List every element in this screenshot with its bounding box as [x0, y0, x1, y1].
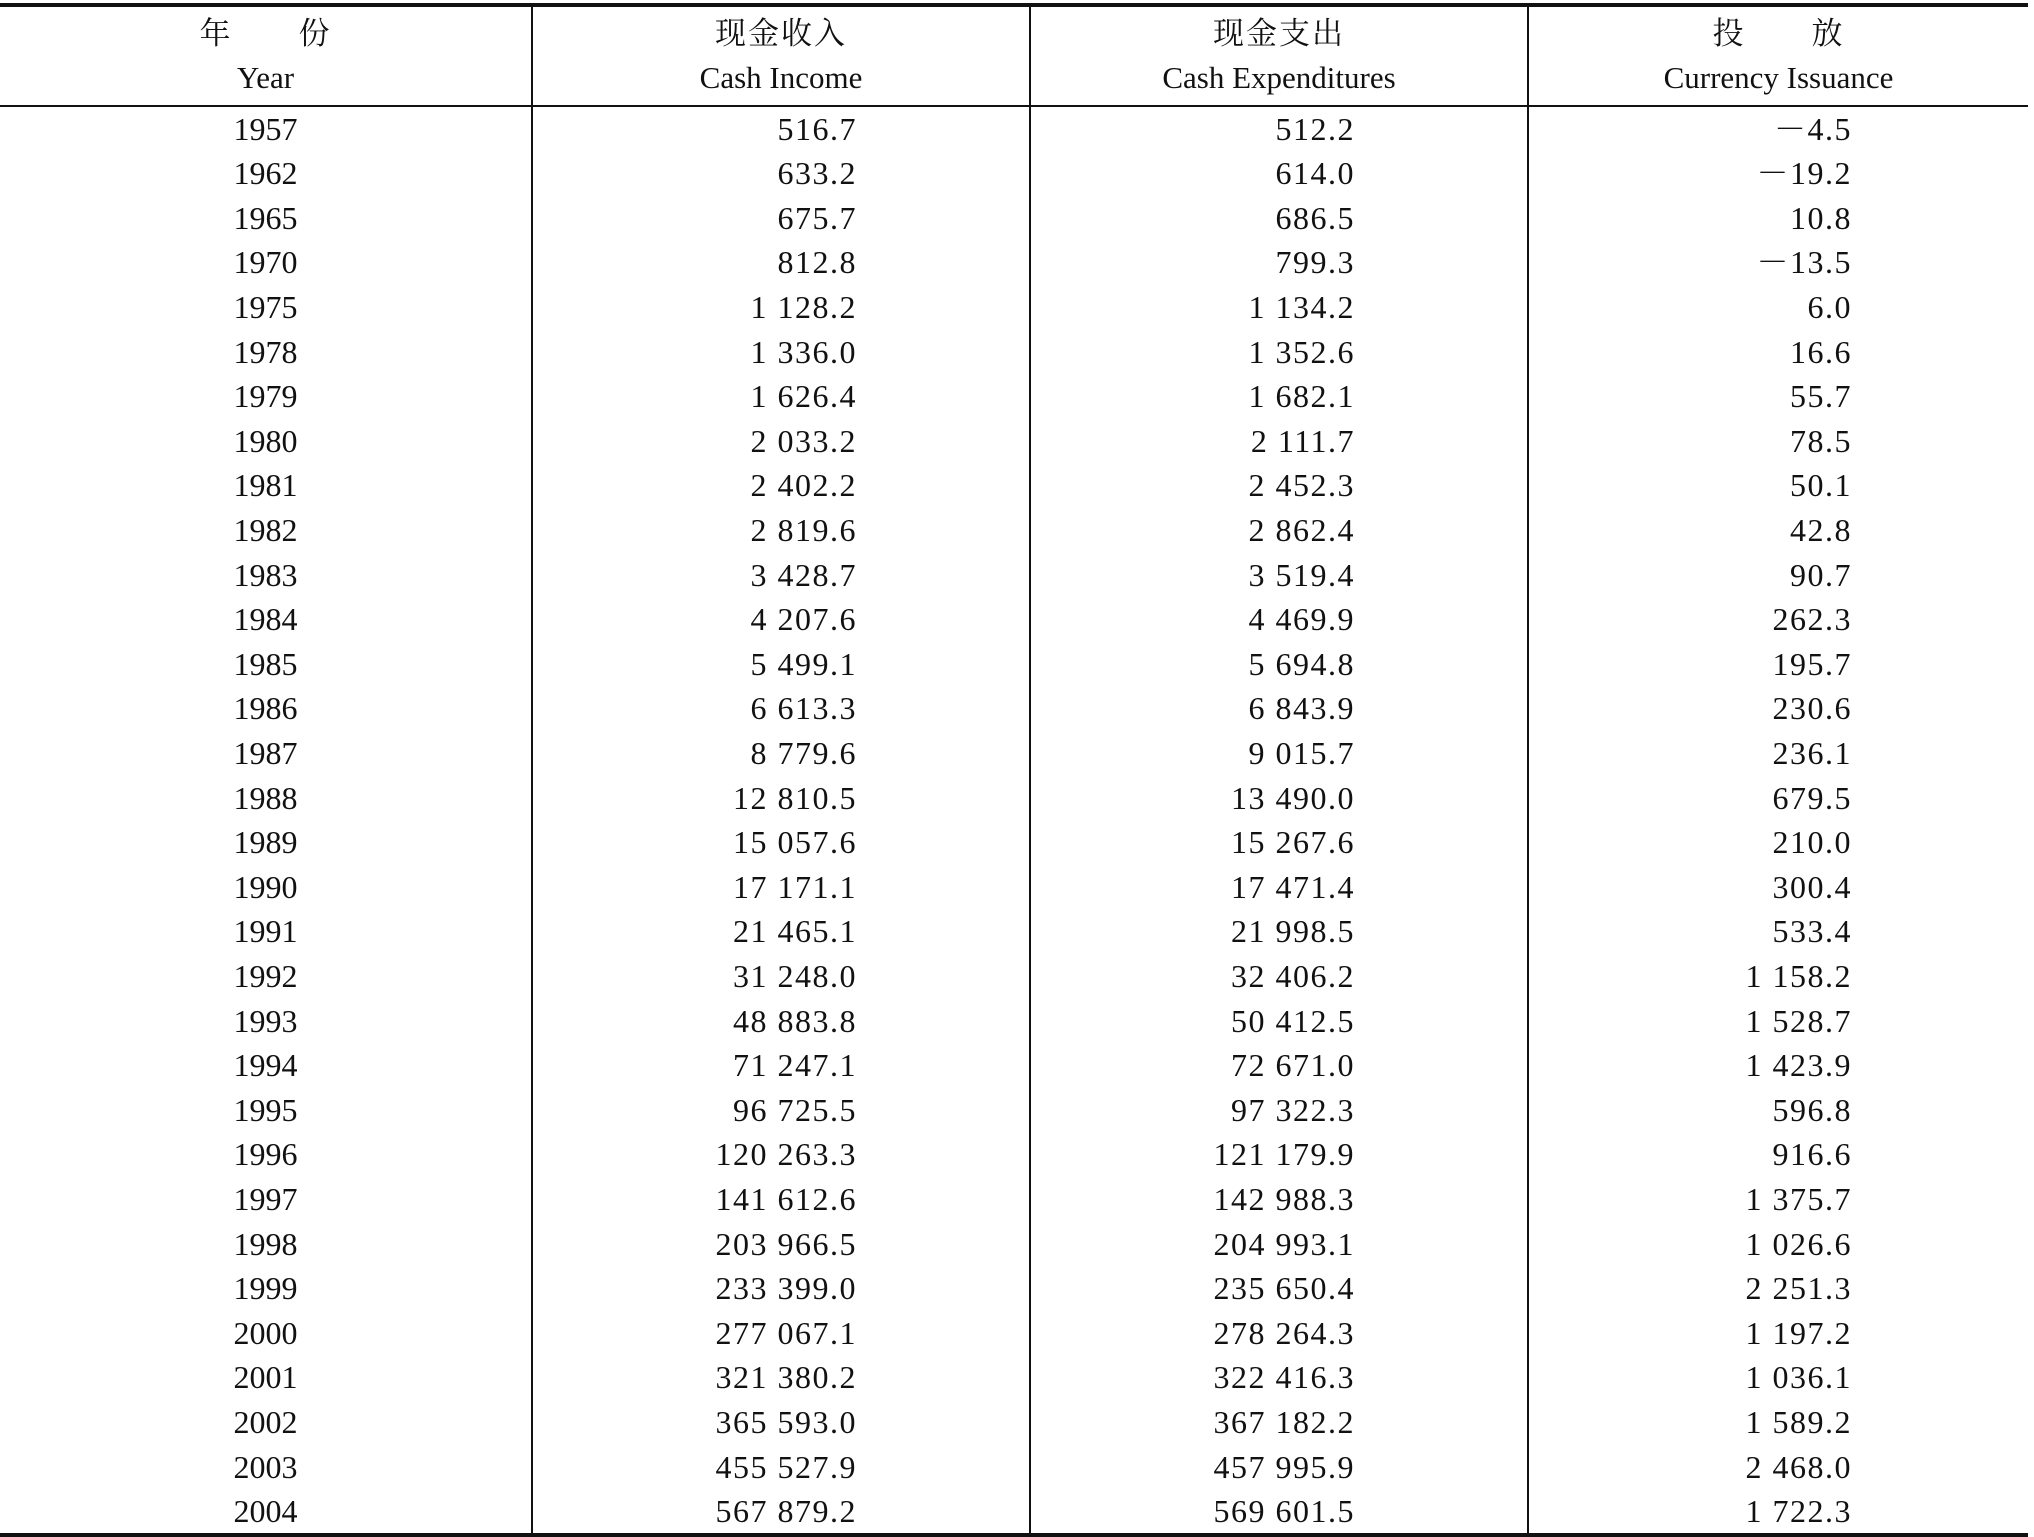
- year-cell: 2003: [233, 1448, 298, 1485]
- cash-income-cell: 141 612.6: [532, 1177, 1030, 1222]
- cash-expenditures-cell: 278 264.3: [1030, 1310, 1528, 1355]
- cash-expenditures-cell: 799.3: [1030, 240, 1528, 285]
- cash-expenditures-cell: 3 519.4: [1030, 552, 1528, 597]
- cash-expenditures-cell: 322 416.3: [1030, 1355, 1528, 1400]
- currency-issuance-cell: 1 158.2: [1528, 954, 2028, 999]
- cash-expenditures-cell: 1 682.1: [1030, 374, 1528, 419]
- currency-issuance-cell: 42.8: [1528, 508, 2028, 553]
- cash-income-cell: 233 399.0: [532, 1266, 1030, 1311]
- header-year-cn: 年 份: [199, 16, 332, 52]
- cash-expenditures-cell: 72 671.0: [1030, 1043, 1528, 1088]
- cash-expenditures-cell: 1 134.2: [1030, 285, 1528, 330]
- table-row: [0, 1266, 2028, 1311]
- cash-income-cell: 1 128.2: [532, 285, 1030, 330]
- currency-issuance-cell: 1 375.7: [1528, 1177, 2028, 1222]
- cash-income-cell: 2 402.2: [532, 463, 1030, 508]
- table-row: [0, 1221, 2028, 1266]
- table-row: [0, 552, 2028, 597]
- header-row: [0, 5, 2028, 106]
- cash-expenditures-cell: 235 650.4: [1030, 1266, 1528, 1311]
- cash-income-cell: 3 428.7: [532, 552, 1030, 597]
- currency-issuance-cell: －4.5: [1528, 106, 2028, 151]
- header-currency-issuance-cn: 投 放: [1712, 16, 1845, 52]
- table-row: [0, 1444, 2028, 1489]
- cash-expenditures-cell: 569 601.5: [1030, 1489, 1528, 1535]
- currency-issuance-cell: 1 722.3: [1528, 1489, 2028, 1535]
- cash-income-cell: 17 171.1: [532, 865, 1030, 910]
- year-cell: 1983: [233, 556, 298, 593]
- year-cell: 1998: [233, 1225, 298, 1262]
- header-cash-income: [532, 5, 1030, 106]
- cash-income-cell: 455 527.9: [532, 1444, 1030, 1489]
- header-cash-income-cn: 现金收入: [715, 16, 847, 52]
- table-row: [0, 106, 2028, 151]
- cash-expenditures-cell: 97 322.3: [1030, 1087, 1528, 1132]
- year-cell: 1984: [233, 601, 298, 638]
- currency-issuance-cell: 10.8: [1528, 196, 2028, 241]
- cash-income-cell: 365 593.0: [532, 1400, 1030, 1445]
- year-cell: 1989: [233, 824, 298, 861]
- cash-expenditures-cell: 6 843.9: [1030, 686, 1528, 731]
- table-row: [0, 954, 2028, 999]
- cash-income-cell: 4 207.6: [532, 597, 1030, 642]
- currency-issuance-cell: 916.6: [1528, 1132, 2028, 1177]
- table-row: [0, 998, 2028, 1043]
- table-row: [0, 463, 2028, 508]
- currency-issuance-cell: 679.5: [1528, 775, 2028, 820]
- table-body: [0, 106, 2028, 1535]
- year-cell: 1985: [233, 645, 298, 682]
- cash-expenditures-cell: 686.5: [1030, 196, 1528, 241]
- year-cell: 1999: [233, 1270, 298, 1307]
- table-row: [0, 508, 2028, 553]
- currency-issuance-cell: 1 423.9: [1528, 1043, 2028, 1088]
- table-row: [0, 1132, 2028, 1177]
- currency-issuance-cell: 16.6: [1528, 329, 2028, 374]
- year-cell: 1993: [233, 1002, 298, 1039]
- currency-issuance-cell: 90.7: [1528, 552, 2028, 597]
- cash-income-cell: 2 819.6: [532, 508, 1030, 553]
- cash-income-cell: 567 879.2: [532, 1489, 1030, 1535]
- cash-income-cell: 71 247.1: [532, 1043, 1030, 1088]
- currency-issuance-cell: 236.1: [1528, 731, 2028, 776]
- cash-expenditures-cell: 367 182.2: [1030, 1400, 1528, 1445]
- cash-income-cell: 5 499.1: [532, 642, 1030, 687]
- header-cash-expenditures-cn: 现金支出: [1213, 16, 1345, 52]
- table-row: [0, 1087, 2028, 1132]
- year-cell: 1990: [233, 868, 298, 905]
- year-cell: 1957: [233, 111, 298, 147]
- header-year: [0, 5, 532, 106]
- table-row: [0, 1489, 2028, 1535]
- cash-income-cell: 8 779.6: [532, 731, 1030, 776]
- currency-issuance-cell: 596.8: [1528, 1087, 2028, 1132]
- table-row: [0, 820, 2028, 865]
- year-cell: 2000: [233, 1314, 298, 1351]
- cash-expenditures-cell: 13 490.0: [1030, 775, 1528, 820]
- year-cell: 1996: [233, 1136, 298, 1173]
- cash-expenditures-cell: 9 015.7: [1030, 731, 1528, 776]
- currency-issuance-cell: 1 026.6: [1528, 1221, 2028, 1266]
- cash-income-cell: 12 810.5: [532, 775, 1030, 820]
- cash-expenditures-cell: 457 995.9: [1030, 1444, 1528, 1489]
- cash-income-cell: 15 057.6: [532, 820, 1030, 865]
- table-row: [0, 731, 2028, 776]
- year-cell: 1992: [233, 957, 298, 994]
- year-cell: 2004: [0, 1489, 532, 1535]
- cash-table-container: [0, 3, 2028, 1537]
- cash-income-cell: 6 613.3: [532, 686, 1030, 731]
- table-row: [0, 686, 2028, 731]
- cash-income-cell: 120 263.3: [532, 1132, 1030, 1177]
- cash-income-cell: 31 248.0: [532, 954, 1030, 999]
- cash-income-cell: 21 465.1: [532, 909, 1030, 954]
- year-cell: 1991: [233, 913, 298, 950]
- year-cell: 1962: [233, 155, 298, 192]
- year-cell: 2001: [233, 1359, 298, 1396]
- currency-issuance-cell: 1 528.7: [1528, 998, 2028, 1043]
- table-row: [0, 1310, 2028, 1355]
- table-row: [0, 285, 2028, 330]
- table-row: [0, 151, 2028, 196]
- year-cell: 1988: [233, 779, 298, 816]
- cash-income-cell: 633.2: [532, 151, 1030, 196]
- currency-issuance-cell: －13.5: [1528, 240, 2028, 285]
- currency-issuance-cell: 195.7: [1528, 642, 2028, 687]
- year-cell: 1987: [233, 735, 298, 772]
- table-row: [0, 1355, 2028, 1400]
- table-row: [0, 775, 2028, 820]
- cash-income-cell: 96 725.5: [532, 1087, 1030, 1132]
- table-row: [0, 374, 2028, 419]
- cash-income-expenditure-table: [0, 3, 2028, 1537]
- cash-expenditures-cell: 17 471.4: [1030, 865, 1528, 910]
- year-cell: 1965: [233, 199, 298, 236]
- cash-expenditures-cell: 1 352.6: [1030, 329, 1528, 374]
- cash-expenditures-cell: 50 412.5: [1030, 998, 1528, 1043]
- currency-issuance-cell: 2 251.3: [1528, 1266, 2028, 1311]
- currency-issuance-cell: 533.4: [1528, 909, 2028, 954]
- currency-issuance-cell: 1 589.2: [1528, 1400, 2028, 1445]
- currency-issuance-cell: 1 036.1: [1528, 1355, 2028, 1400]
- table-row: [0, 419, 2028, 464]
- year-cell: 1981: [233, 467, 298, 504]
- header-currency-issuance: [1528, 5, 2028, 106]
- cash-income-cell: 277 067.1: [532, 1310, 1030, 1355]
- header-cash-expenditures-en: Cash Expenditures: [1162, 60, 1396, 95]
- table-row: [0, 1177, 2028, 1222]
- cash-expenditures-cell: 5 694.8: [1030, 642, 1528, 687]
- year-cell: 1975: [233, 289, 298, 326]
- currency-issuance-cell: 50.1: [1528, 463, 2028, 508]
- currency-issuance-cell: 55.7: [1528, 374, 2028, 419]
- table-row: [0, 240, 2028, 285]
- cash-expenditures-cell: 4 469.9: [1030, 597, 1528, 642]
- year-cell: 2002: [233, 1403, 298, 1440]
- year-cell: 1979: [233, 378, 298, 415]
- header-currency-issuance-en: Currency Issuance: [1663, 60, 1894, 95]
- currency-issuance-cell: 230.6: [1528, 686, 2028, 731]
- header-cash-income-en: Cash Income: [699, 60, 863, 95]
- table-row: [0, 642, 2028, 687]
- cash-income-cell: 2 033.2: [532, 419, 1030, 464]
- cash-income-cell: 321 380.2: [532, 1355, 1030, 1400]
- cash-income-cell: 1 336.0: [532, 329, 1030, 374]
- currency-issuance-cell: 6.0: [1528, 285, 2028, 330]
- cash-income-cell: 516.7: [532, 106, 1030, 151]
- year-cell: 1994: [233, 1047, 298, 1084]
- table-row: [0, 1043, 2028, 1088]
- year-cell: 1980: [233, 422, 298, 459]
- cash-expenditures-cell: 32 406.2: [1030, 954, 1528, 999]
- currency-issuance-cell: 1 197.2: [1528, 1310, 2028, 1355]
- header-cash-expenditures: [1030, 5, 1528, 106]
- year-cell: 1978: [233, 333, 298, 370]
- table-row: [0, 196, 2028, 241]
- year-cell: 1970: [233, 244, 298, 281]
- cash-expenditures-cell: 121 179.9: [1030, 1132, 1528, 1177]
- cash-expenditures-cell: 2 452.3: [1030, 463, 1528, 508]
- cash-income-cell: 1 626.4: [532, 374, 1030, 419]
- table-row: [0, 329, 2028, 374]
- year-cell: 1997: [233, 1180, 298, 1217]
- table-row: [0, 1400, 2028, 1445]
- currency-issuance-cell: 300.4: [1528, 865, 2028, 910]
- currency-issuance-cell: 78.5: [1528, 419, 2028, 464]
- cash-income-cell: 675.7: [532, 196, 1030, 241]
- cash-expenditures-cell: 142 988.3: [1030, 1177, 1528, 1222]
- table-row: [0, 909, 2028, 954]
- table-header: [0, 5, 2028, 106]
- year-cell: 1982: [233, 512, 298, 549]
- currency-issuance-cell: 210.0: [1528, 820, 2028, 865]
- year-cell: 1995: [233, 1091, 298, 1128]
- cash-income-cell: 48 883.8: [532, 998, 1030, 1043]
- header-year-en: Year: [236, 60, 295, 95]
- cash-expenditures-cell: 204 993.1: [1030, 1221, 1528, 1266]
- table-row: [0, 865, 2028, 910]
- cash-income-cell: 812.8: [532, 240, 1030, 285]
- cash-expenditures-cell: 2 862.4: [1030, 508, 1528, 553]
- currency-issuance-cell: －19.2: [1528, 151, 2028, 196]
- cash-income-cell: 203 966.5: [532, 1221, 1030, 1266]
- cash-expenditures-cell: 512.2: [1030, 106, 1528, 151]
- year-cell: 1986: [233, 690, 298, 727]
- cash-expenditures-cell: 2 111.7: [1030, 419, 1528, 464]
- currency-issuance-cell: 262.3: [1528, 597, 2028, 642]
- table-row: [0, 597, 2028, 642]
- cash-expenditures-cell: 614.0: [1030, 151, 1528, 196]
- cash-expenditures-cell: 15 267.6: [1030, 820, 1528, 865]
- cash-expenditures-cell: 21 998.5: [1030, 909, 1528, 954]
- currency-issuance-cell: 2 468.0: [1528, 1444, 2028, 1489]
